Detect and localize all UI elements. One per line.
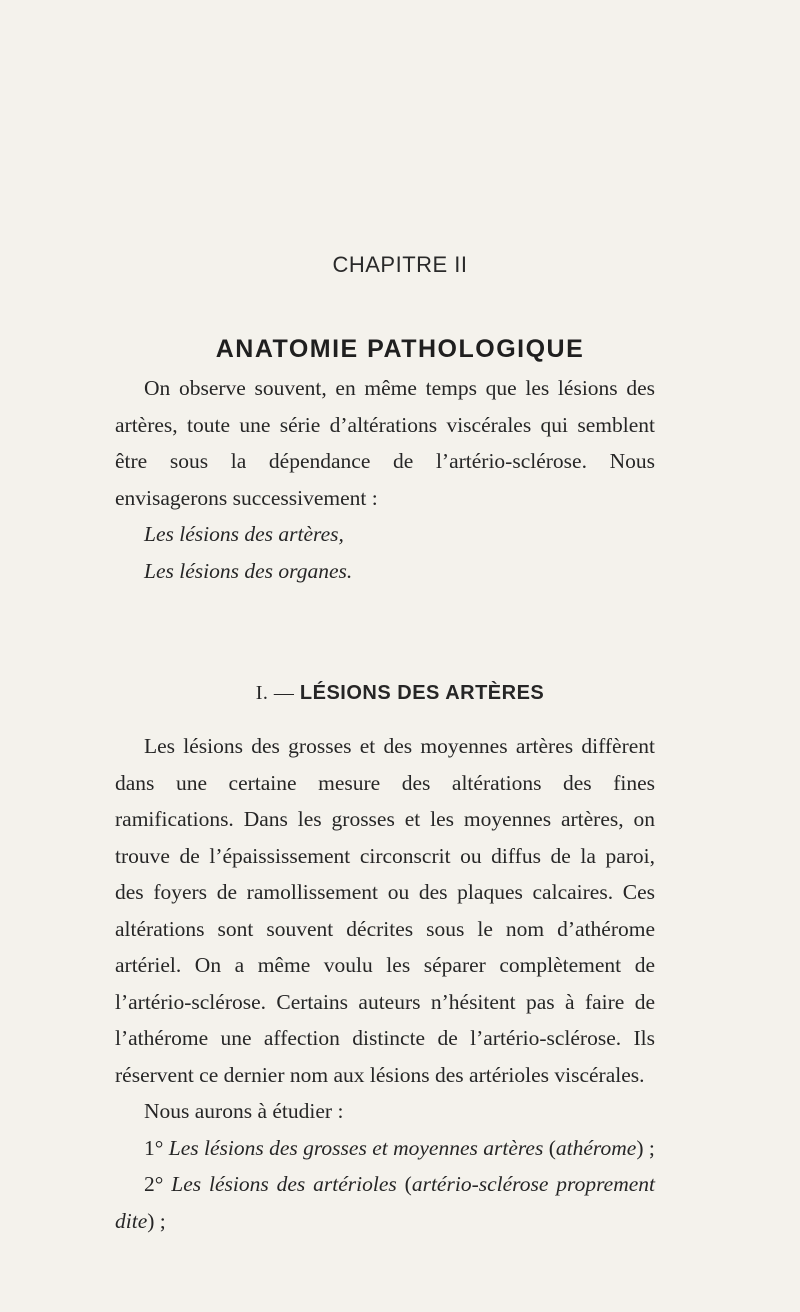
chapter-title: ANATOMIE PATHOLOGIQUE (215, 335, 585, 363)
item-paren: athérome (555, 1135, 637, 1160)
section-number: I. — (255, 682, 295, 704)
intro-paragraph: On observe souvent, en même temps que les lésions des artères, toute une série d’altérations viscérales qui semblent être sous la dépendance de l’artério-sclérose. Nous envisagerons successivement : (115, 376, 655, 510)
item-text: Les lésions des artérioles (171, 1172, 397, 1196)
item-paren: artério-sclérose proprement dite (115, 1172, 655, 1233)
item-end: ; (159, 1208, 166, 1233)
body-block (115, 728, 655, 1239)
chapter-number: CHAPITRE II (332, 252, 468, 277)
item-end: ; (648, 1135, 655, 1160)
study-item-1: 1° Les lésions des grosses et moyennes artères (athérome) ; (144, 1135, 655, 1160)
item-marker: 2° (144, 1172, 164, 1196)
body-paragraph: Les lésions des grosses et des moyennes artères diffèrent dans une certaine mesure des altérations des fines ramifications. Dans les grosses et les moyennes artères, on trouve de l’épaississement circonscrit ou diffus de la paroi, des foyers de ramollissement ou des plaques calcaires. Ces altérations sont souvent décrites sous le nom d’athérome artériel. On a même voulu les séparer complètement de l’artério-sclérose. Certains auteurs n’hésitent pas à faire de l’athérome une affection distincte de l’artério-sclérose. Ils réservent ce dernier nom aux lésions des artérioles viscérales. (115, 734, 655, 1087)
intro-block (115, 370, 655, 589)
intro-item-1: Les lésions des artères, (144, 522, 344, 546)
study-item-2: 2° Les lésions des artérioles (artério-sclérose proprement dite) ; (115, 1172, 655, 1233)
study-lead: Nous aurons à étudier : (144, 1099, 344, 1123)
item-marker: 1° (144, 1135, 164, 1160)
section-title: LÉSIONS DES ARTÈRES (299, 682, 545, 704)
intro-item-2: Les lésions des organes. (144, 558, 353, 583)
section-heading (0, 682, 800, 705)
item-text: Les lésions des grosses et moyennes artères (168, 1135, 544, 1160)
